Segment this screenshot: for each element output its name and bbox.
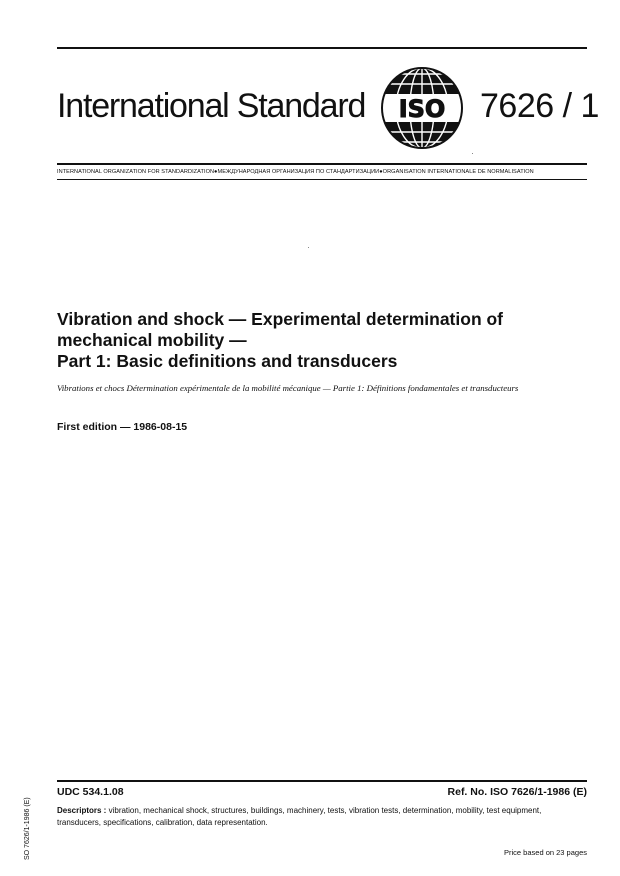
french-title: Vibrations et chocs Détermination expérimentale de la mobilité mécanique — Partie 1: Définitions fondamentales et transducteurs [57, 383, 519, 393]
header-rule-lower [57, 179, 587, 180]
title-line-1: Vibration and shock — Experimental determination of [57, 309, 504, 329]
standard-number: 7626 / 1 [480, 87, 599, 125]
udc-code: UDC 534.1.08 [57, 786, 124, 798]
descriptors [57, 805, 587, 829]
top-rule [57, 47, 587, 49]
edition-date: First edition — 1986-08-15 [57, 421, 188, 433]
descriptors-text: vibration, mechanical shock, structures, buildings, machinery, tests, vibration tests, determination, mobility, test equipment, transducers, specifications, calibration, data representation. [57, 806, 542, 827]
organization-line: INTERNATIONAL ORGANIZATION FOR STANDARDIZATION●МЕЖДУНАРОДНАЯ ОРГАНИЗАЦИЯ ПО СТАНДАРТИЗАЦИИ●ORGANISATION INTERNATIONALE DE NORMALISATION [57, 169, 534, 175]
iso-logo-text: ISO [398, 95, 446, 123]
descriptors-label: Descriptors : [57, 806, 107, 815]
header-rule-upper [57, 163, 587, 165]
footer-rule [57, 780, 587, 782]
scan-speck [308, 247, 309, 248]
scan-speck [472, 153, 473, 154]
iso-globe-logo [380, 66, 464, 150]
title-line-2: mechanical mobility — [57, 330, 247, 350]
reference-number: Ref. No. ISO 7626/1-1986 (E) [447, 786, 587, 798]
title-line-3: Part 1: Basic definitions and transducers [57, 351, 398, 371]
document-title [57, 309, 577, 372]
header-title: International Standard [57, 87, 366, 125]
side-reference: SO 7626/1-1986 (E) [24, 797, 31, 860]
price-note: Price based on 23 pages [504, 848, 587, 857]
